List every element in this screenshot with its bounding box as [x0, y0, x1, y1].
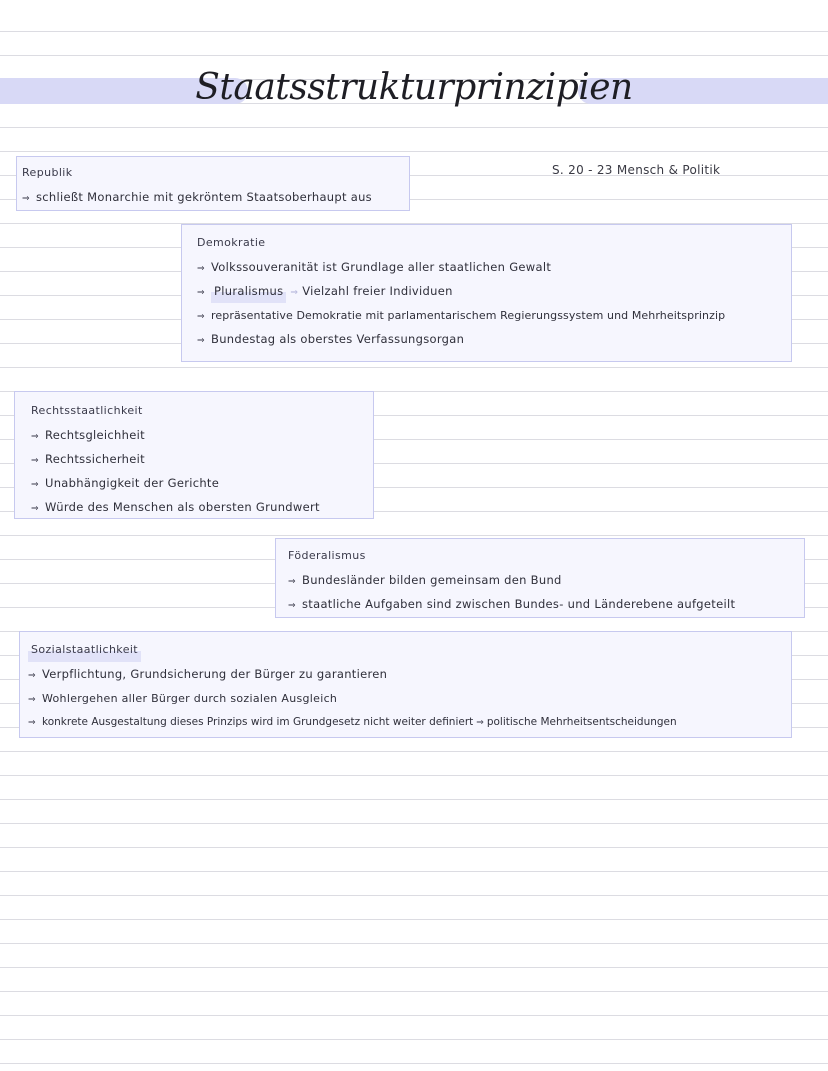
arrow-icon: ⇒	[22, 194, 30, 204]
source-reference: S. 20 - 23 Mensch & Politik	[552, 163, 721, 177]
section-heading-demokratie: Demokratie	[197, 236, 266, 249]
list-item: ⇒ Rechtssicherheit	[31, 447, 373, 471]
list-item: ⇒ Verpflichtung, Grundsicherung der Bürger zu garantieren	[28, 662, 791, 686]
highlighted-term: Pluralismus	[211, 279, 286, 303]
list-item: ⇒ Würde des Menschen als obersten Grundwert	[31, 495, 373, 519]
section-demokratie	[181, 224, 792, 362]
section-foederalismus	[275, 538, 805, 618]
section-heading-rechtsstaatlichkeit: Rechtsstaatlichkeit	[31, 404, 143, 417]
list-item: ⇒ Bundesländer bilden gemeinsam den Bund	[288, 568, 804, 592]
arrow-icon: ⇒	[28, 718, 36, 728]
section-republik	[16, 156, 410, 211]
section-heading-sozialstaatlichkeit: Sozialstaatlichkeit	[28, 638, 791, 662]
list-item: ⇒ Rechtsgleichheit	[31, 423, 373, 447]
arrow-icon: ⇒	[31, 432, 39, 442]
list-item: ⇒ Volkssouveranität ist Grundlage aller staatlichen Gewalt	[197, 255, 791, 279]
arrow-icon: ⇒	[28, 695, 36, 705]
section-sozialstaatlichkeit	[19, 631, 792, 738]
list-item: ⇒ konkrete Ausgestaltung dieses Prinzips wird im Grundgesetz nicht weiter definiert ⇒ politische Mehrheitsentscheidungen	[28, 710, 791, 734]
arrow-icon: ⇒	[288, 577, 296, 587]
list-item: ⇒ Unabhängigkeit der Gerichte	[31, 471, 373, 495]
arrow-icon: ⇒	[31, 504, 39, 514]
list-item: ⇒ Wohlergehen aller Bürger durch sozialen Ausgleich	[28, 686, 791, 710]
list-item: ⇒ Bundestag als oberstes Verfassungsorgan	[197, 327, 791, 351]
list-item: ⇒ staatliche Aufgaben sind zwischen Bundes- und Länderebene aufgeteilt	[288, 592, 804, 616]
arrow-icon: ⇒	[288, 601, 296, 611]
arrow-icon: ⇒	[28, 671, 36, 681]
arrow-icon: ⇒	[31, 480, 39, 490]
arrow-icon: ⇒	[197, 264, 205, 274]
arrow-icon: ⇒	[197, 288, 205, 298]
arrow-icon: ⇒	[197, 336, 205, 346]
arrow-icon: ⇒	[197, 312, 205, 322]
list-item: ⇒ Pluralismus ⇒ Vielzahl freier Individuen	[197, 279, 791, 303]
arrow-icon: ⇒	[476, 718, 484, 728]
section-rechtsstaatlichkeit	[14, 391, 374, 519]
section-heading-foederalismus: Föderalismus	[288, 549, 366, 562]
section-heading-republik: Republik	[22, 166, 73, 179]
page-title: Staatsstrukturprinzipien	[195, 67, 633, 108]
arrow-icon: ⇒	[31, 456, 39, 466]
list-item: ⇒ schließt Monarchie mit gekröntem Staatsoberhaupt aus	[22, 185, 409, 209]
arrow-icon: ⇒	[290, 288, 299, 298]
list-item: ⇒ repräsentative Demokratie mit parlamentarischem Regierungssystem und Mehrheitsprinzip	[197, 303, 791, 327]
